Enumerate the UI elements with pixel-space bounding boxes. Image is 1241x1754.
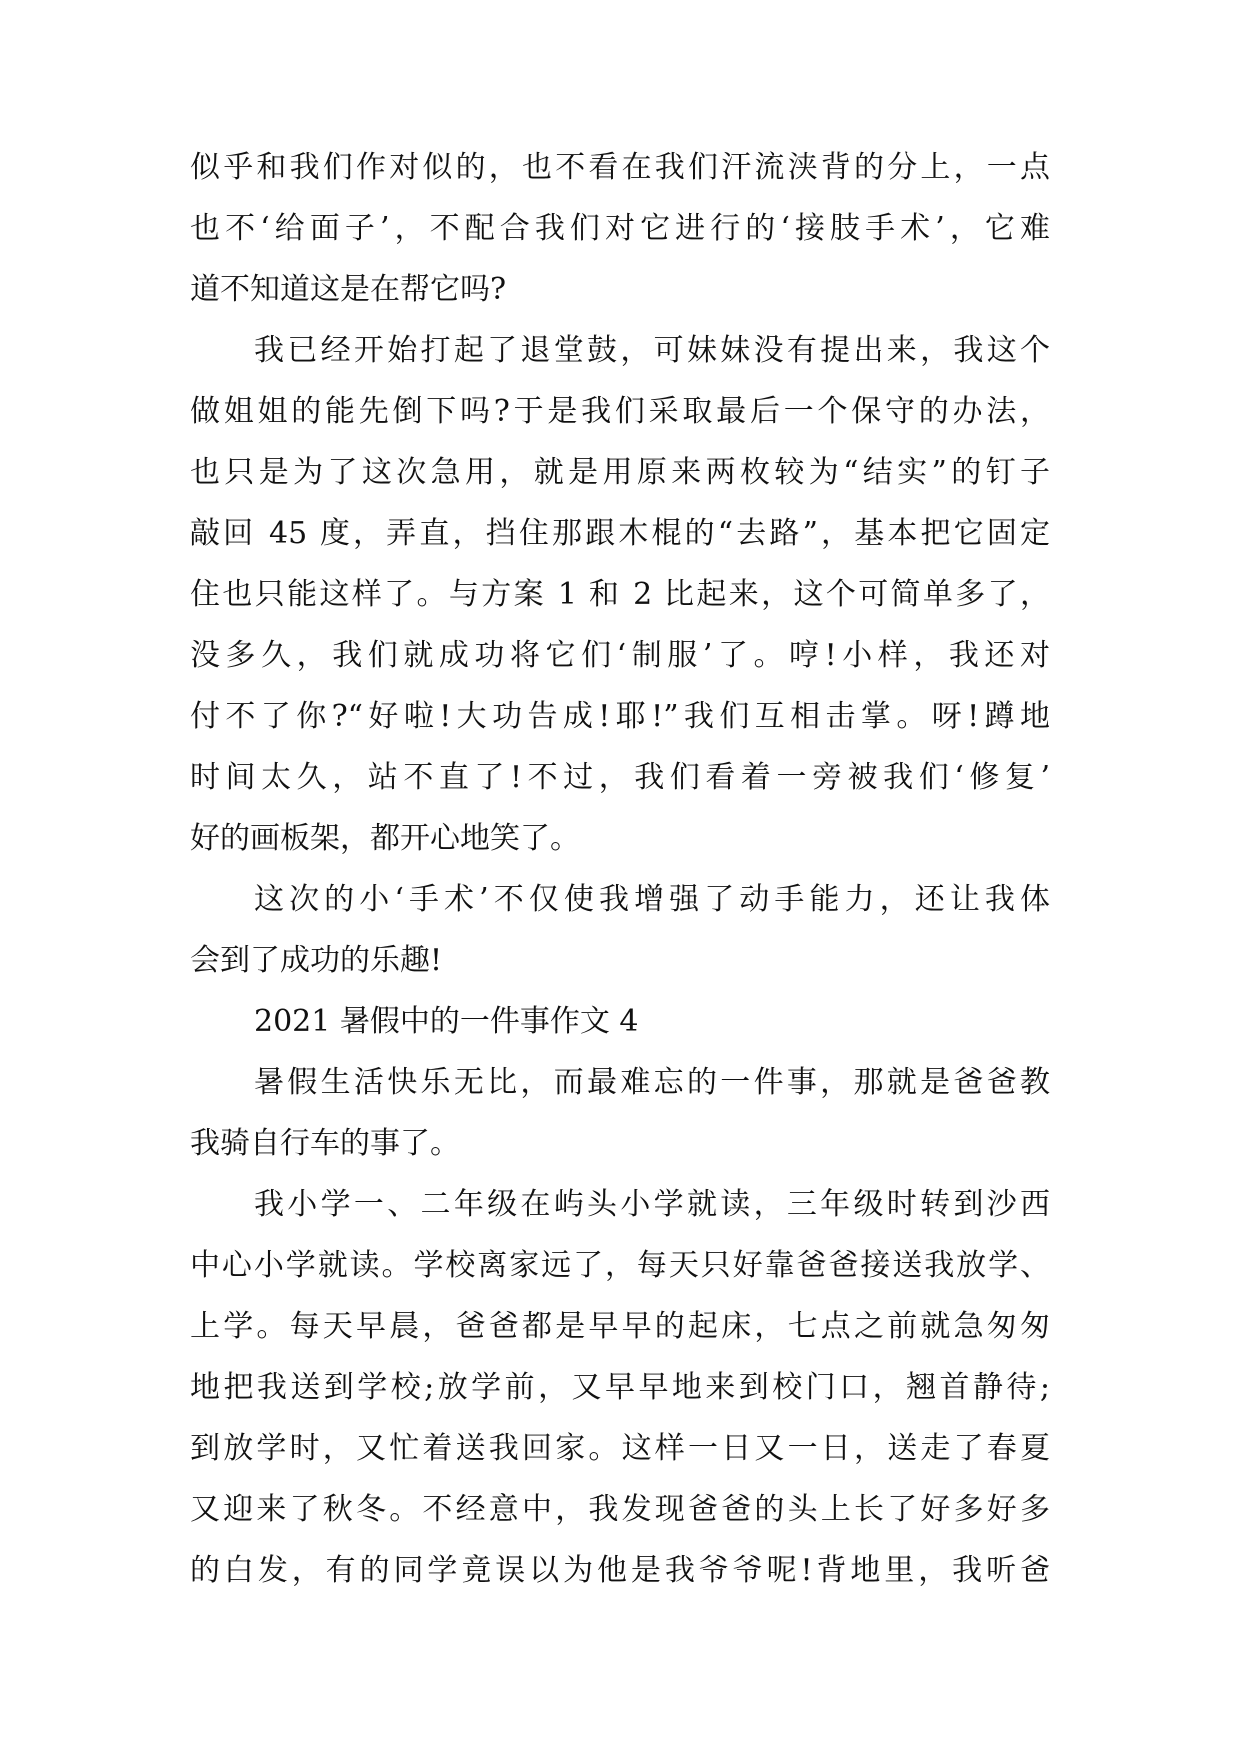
text-line: 也只是为了这次急用，就是用原来两枚较为“结实”的钉子: [190, 455, 1050, 490]
text-line: 我骑自行车的事了。: [190, 1126, 460, 1161]
text-line: 这次的小‘手术’不仅使我增强了动手能力，还让我体: [254, 882, 1050, 917]
text-line: 我已经开始打起了退堂鼓，可妹妹没有提出来，我这个: [254, 333, 1050, 368]
section-heading: 2021 暑假中的一件事作文 4: [254, 1004, 639, 1039]
text-line: 也不‘给面子’，不配合我们对它进行的‘接肢手术’，它难: [190, 211, 1050, 246]
text-line: 上学。每天早晨，爸爸都是早早的起床，七点之前就急匆匆: [190, 1309, 1050, 1344]
text-line: 地把我送到学校;放学前，又早早地来到校门口，翘首静待;: [190, 1370, 1050, 1405]
text-line: 住也只能这样了。与方案 1 和 2 比起来，这个可简单多了，: [190, 577, 1050, 612]
text-line: 暑假生活快乐无比，而最难忘的一件事，那就是爸爸教: [254, 1065, 1050, 1100]
text-line: 没多久，我们就成功将它们‘制服’了。哼!小样，我还对: [190, 638, 1050, 673]
text-line: 到放学时，又忙着送我回家。这样一日又一日，送走了春夏: [190, 1431, 1050, 1466]
text-line: 似乎和我们作对似的，也不看在我们汗流浃背的分上，一点: [190, 150, 1050, 185]
text-line: 的白发，有的同学竟误以为他是我爷爷呢!背地里，我听爸: [190, 1553, 1050, 1588]
text-line: 道不知道这是在帮它吗?: [190, 272, 507, 307]
text-line: 中心小学就读。学校离家远了，每天只好靠爸爸接送我放学、: [190, 1248, 1050, 1283]
text-line: 做姐姐的能先倒下吗?于是我们采取最后一个保守的办法，: [190, 394, 1050, 429]
text-line: 好的画板架，都开心地笑了。: [190, 821, 580, 856]
text-line: 时间太久，站不直了!不过，我们看着一旁被我们‘修复’: [190, 760, 1050, 795]
text-line: 付不了你?“好啦!大功告成!耶!”我们互相击掌。呀!蹲地: [190, 699, 1050, 734]
text-line: 我小学一、二年级在屿头小学就读，三年级时转到沙西: [254, 1187, 1050, 1222]
text-line: 敲回 45 度，弄直，挡住那跟木棍的“去路”，基本把它固定: [190, 516, 1050, 551]
text-line: 又迎来了秋冬。不经意中，我发现爸爸的头上长了好多好多: [190, 1492, 1050, 1527]
text-line: 会到了成功的乐趣!: [190, 943, 443, 978]
